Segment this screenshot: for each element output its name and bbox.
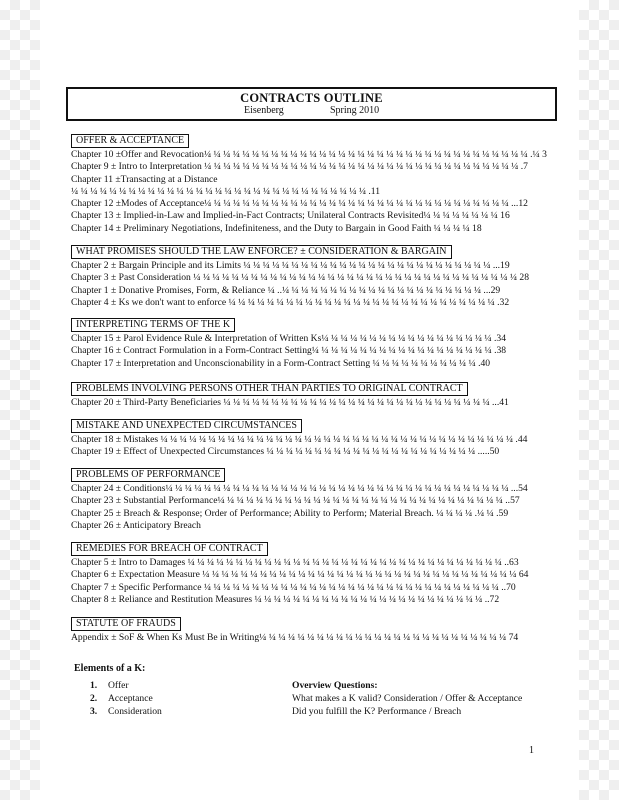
section-heading: PROBLEMS OF PERFORMANCE (71, 468, 225, 482)
toc-line: Chapter 4 ± Ks we don't want to enforce ¼ ¼ ¼ ¼ ¼ ¼ ¼ ¼ ¼ ¼ ¼ ¼ ¼ ¼ ¼ ¼ ¼ ¼ ¼ ¼ ¼ ¼ ¼ ¼ ¼ ¼ ¼ ¼ .32 (71, 296, 510, 308)
outline-section (71, 613, 551, 644)
title-box (66, 87, 557, 121)
document-title: CONTRACTS OUTLINE (240, 91, 383, 105)
list-item: 3. Consideration (90, 706, 162, 717)
elements-block (74, 663, 554, 717)
outline-section (71, 415, 551, 459)
section-heading: WHAT PROMISES SHOULD THE LAW ENFORCE? ± CONSIDERATION & BARGAIN (71, 245, 452, 259)
toc-line: Chapter 23 ± Substantial Performance¼ ¼ ¼ ¼ ¼ ¼ ¼ ¼ ¼ ¼ ¼ ¼ ¼ ¼ ¼ ¼ ¼ ¼ ¼ ¼ ¼ ¼ ¼ ¼ ¼ ¼ ¼ ¼ ¼ ¼ ..57 (71, 495, 520, 507)
toc-line: Chapter 13 ± Implied-in-Law and Implied-in-Fact Contracts; Unilateral Contracts Revisited¼ ¼ ¼ ¼ ¼ ¼ ¼ ¼ 16 (71, 210, 510, 222)
toc-line: Appendix ± SoF & When Ks Must Be in Writing¼ ¼ ¼ ¼ ¼ ¼ ¼ ¼ ¼ ¼ ¼ ¼ ¼ ¼ ¼ ¼ ¼ ¼ ¼ ¼ ¼ ¼ ¼ ¼ ¼ ¼ 74 (71, 632, 519, 643)
toc-line: Chapter 14 ± Preliminary Negotiations, Indefiniteness, and the Duty to Bargain in Good Faith ¼ ¼ ¼ ¼ 18 (71, 222, 482, 234)
toc-line: Chapter 17 ± Interpretation and Unconscionability in a Form-Contract Setting ¼ ¼ ¼ ¼ ¼ ¼ ¼ ¼ ¼ ¼ ¼ .40 (71, 357, 491, 369)
page-number: 1 (529, 745, 534, 756)
toc-line: Chapter 12 ±Modes of Acceptance¼ ¼ ¼ ¼ ¼ ¼ ¼ ¼ ¼ ¼ ¼ ¼ ¼ ¼ ¼ ¼ ¼ ¼ ¼ ¼ ¼ ¼ ¼ ¼ ¼ ¼ ¼ ¼ ¼ ¼ ¼ ¼ ...12 (71, 198, 528, 210)
toc-line: Chapter 2 ± Bargain Principle and its Limits ¼ ¼ ¼ ¼ ¼ ¼ ¼ ¼ ¼ ¼ ¼ ¼ ¼ ¼ ¼ ¼ ¼ ¼ ¼ ¼ ¼ ¼ ¼ ¼ ¼ ¼ ...19 (71, 260, 510, 271)
toc-line: Chapter 18 ± Mistakes ¼ ¼ ¼ ¼ ¼ ¼ ¼ ¼ ¼ ¼ ¼ ¼ ¼ ¼ ¼ ¼ ¼ ¼ ¼ ¼ ¼ ¼ ¼ ¼ ¼ ¼ ¼ ¼ ¼ ¼ ¼ ¼ ¼ ¼ ¼ ¼ ¼ .44 (71, 434, 528, 445)
outline-section (71, 538, 551, 606)
outline-section (71, 130, 551, 235)
elements-list (90, 679, 240, 718)
section-heading: OFFER & ACCEPTANCE (71, 134, 189, 148)
toc-line: Chapter 9 ± Intro to Interpretation ¼ ¼ ¼ ¼ ¼ ¼ ¼ ¼ ¼ ¼ ¼ ¼ ¼ ¼ ¼ ¼ ¼ ¼ ¼ ¼ ¼ ¼ ¼ ¼ ¼ ¼ ¼ ¼ ¼ ¼ ¼ ¼ ¼ .7 (71, 161, 528, 173)
toc-line: Chapter 26 ± Anticipatory Breach (71, 519, 201, 531)
toc-line: ¼ ¼ ¼ ¼ ¼ ¼ ¼ ¼ ¼ ¼ ¼ ¼ ¼ ¼ ¼ ¼ ¼ ¼ ¼ ¼ ¼ ¼ ¼ ¼ ¼ ¼ ¼ ¼ ¼ ¼ ¼ .11 (71, 185, 381, 197)
section-heading: REMEDIES FOR BREACH OF CONTRACT (71, 542, 268, 556)
toc-line: Chapter 24 ± Conditions¼ ¼ ¼ ¼ ¼ ¼ ¼ ¼ ¼ ¼ ¼ ¼ ¼ ¼ ¼ ¼ ¼ ¼ ¼ ¼ ¼ ¼ ¼ ¼ ¼ ¼ ¼ ¼ ¼ ¼ ¼ ¼ ¼ ¼ ¼ ¼ ...54 (71, 483, 528, 494)
overview-line: Did you fulfill the K? Performance / Breach (292, 706, 462, 717)
toc-line: Chapter 7 ± Specific Performance ¼ ¼ ¼ ¼ ¼ ¼ ¼ ¼ ¼ ¼ ¼ ¼ ¼ ¼ ¼ ¼ ¼ ¼ ¼ ¼ ¼ ¼ ¼ ¼ ¼ ¼ ¼ ¼ ¼ ¼ ¼ ..70 (71, 581, 516, 593)
overview-heading: Overview Questions: (292, 680, 378, 691)
author-name: Eisenberg (244, 105, 284, 116)
toc-line: Chapter 15 ± Parol Evidence Rule & Interpretation of Written Ks¼ ¼ ¼ ¼ ¼ ¼ ¼ ¼ ¼ ¼ ¼ ¼ ¼ ¼ ¼ ¼ ¼ ¼ .34 (71, 333, 507, 344)
toc-line: Chapter 20 ± Third-Party Beneficiaries ¼ ¼ ¼ ¼ ¼ ¼ ¼ ¼ ¼ ¼ ¼ ¼ ¼ ¼ ¼ ¼ ¼ ¼ ¼ ¼ ¼ ¼ ¼ ¼ ¼ ¼ ¼ ¼ ...41 (71, 397, 509, 408)
list-item: 2. Acceptance (90, 693, 153, 704)
watermark-pattern-right (579, 0, 619, 800)
toc-line: Chapter 19 ± Effect of Unexpected Circumstances ¼ ¼ ¼ ¼ ¼ ¼ ¼ ¼ ¼ ¼ ¼ ¼ ¼ ¼ ¼ ¼ ¼ ¼ ¼ ¼ ¼ ¼ .....50 (71, 446, 500, 458)
toc-line: Chapter 1 ± Donative Promises, Form, & Reliance ¼ ..¼ ¼ ¼ ¼ ¼ ¼ ¼ ¼ ¼ ¼ ¼ ¼ ¼ ¼ ¼ ¼ ¼ ¼ ¼ ¼ ¼ ...29 (71, 284, 501, 296)
section-heading: MISTAKE AND UNEXPECTED CIRCUMSTANCES (71, 419, 302, 433)
list-item: 1. Offer (90, 680, 129, 691)
term: Spring 2010 (330, 105, 380, 116)
document-page (44, 0, 575, 800)
toc-line: Chapter 16 ± Contract Formulation in a Form-Contract Setting¼ ¼ ¼ ¼ ¼ ¼ ¼ ¼ ¼ ¼ ¼ ¼ ¼ ¼ ¼ ¼ ¼ ¼ ¼ .38 (71, 345, 507, 357)
section-heading: STATUTE OF FRAUDS (71, 617, 181, 631)
overview-questions (292, 679, 562, 718)
toc-line: Chapter 3 ± Past Consideration ¼ ¼ ¼ ¼ ¼ ¼ ¼ ¼ ¼ ¼ ¼ ¼ ¼ ¼ ¼ ¼ ¼ ¼ ¼ ¼ ¼ ¼ ¼ ¼ ¼ ¼ ¼ ¼ ¼ ¼ ¼ ¼ ¼ ¼ 28 (71, 272, 530, 284)
overview-line: What makes a K valid? Consideration / Offer & Acceptance (292, 693, 523, 704)
elements-heading: Elements of a K: (74, 663, 146, 674)
toc-line: Chapter 25 ± Breach & Response; Order of Performance; Ability to Perform; Material Breach. ¼ ¼ ¼ ¼ .¼ ¼ .59 (71, 507, 509, 519)
toc-line: Chapter 6 ± Expectation Measure ¼ ¼ ¼ ¼ ¼ ¼ ¼ ¼ ¼ ¼ ¼ ¼ ¼ ¼ ¼ ¼ ¼ ¼ ¼ ¼ ¼ ¼ ¼ ¼ ¼ ¼ ¼ ¼ ¼ ¼ ¼ ¼ ¼ 64 (71, 569, 529, 581)
section-heading: INTERPRETING TERMS OF THE K (71, 318, 235, 332)
toc-line: Chapter 10 ±Offer and Revocation¼ ¼ ¼ ¼ ¼ ¼ ¼ ¼ ¼ ¼ ¼ ¼ ¼ ¼ ¼ ¼ ¼ ¼ ¼ ¼ ¼ ¼ ¼ ¼ ¼ ¼ ¼ ¼ ¼ ¼ ¼ ¼ ¼ ¼ .¼ 3 (71, 149, 547, 160)
section-heading: PROBLEMS INVOLVING PERSONS OTHER THAN PARTIES TO ORIGINAL CONTRACT (71, 382, 468, 396)
outline-section (71, 464, 551, 532)
toc-line: Chapter 5 ± Intro to Damages ¼ ¼ ¼ ¼ ¼ ¼ ¼ ¼ ¼ ¼ ¼ ¼ ¼ ¼ ¼ ¼ ¼ ¼ ¼ ¼ ¼ ¼ ¼ ¼ ¼ ¼ ¼ ¼ ¼ ¼ ¼ ¼ ¼ ..63 (71, 557, 519, 568)
toc-line: Chapter 8 ± Reliance and Restitution Measures ¼ ¼ ¼ ¼ ¼ ¼ ¼ ¼ ¼ ¼ ¼ ¼ ¼ ¼ ¼ ¼ ¼ ¼ ¼ ¼ ¼ ¼ ¼ ¼ ..72 (71, 593, 500, 605)
outline-section (71, 241, 551, 309)
watermark-pattern-left (0, 0, 40, 800)
toc-line: Chapter 11 ±Transacting at a Distance (71, 173, 218, 185)
outline-section (71, 314, 551, 370)
outline-section (71, 378, 551, 409)
